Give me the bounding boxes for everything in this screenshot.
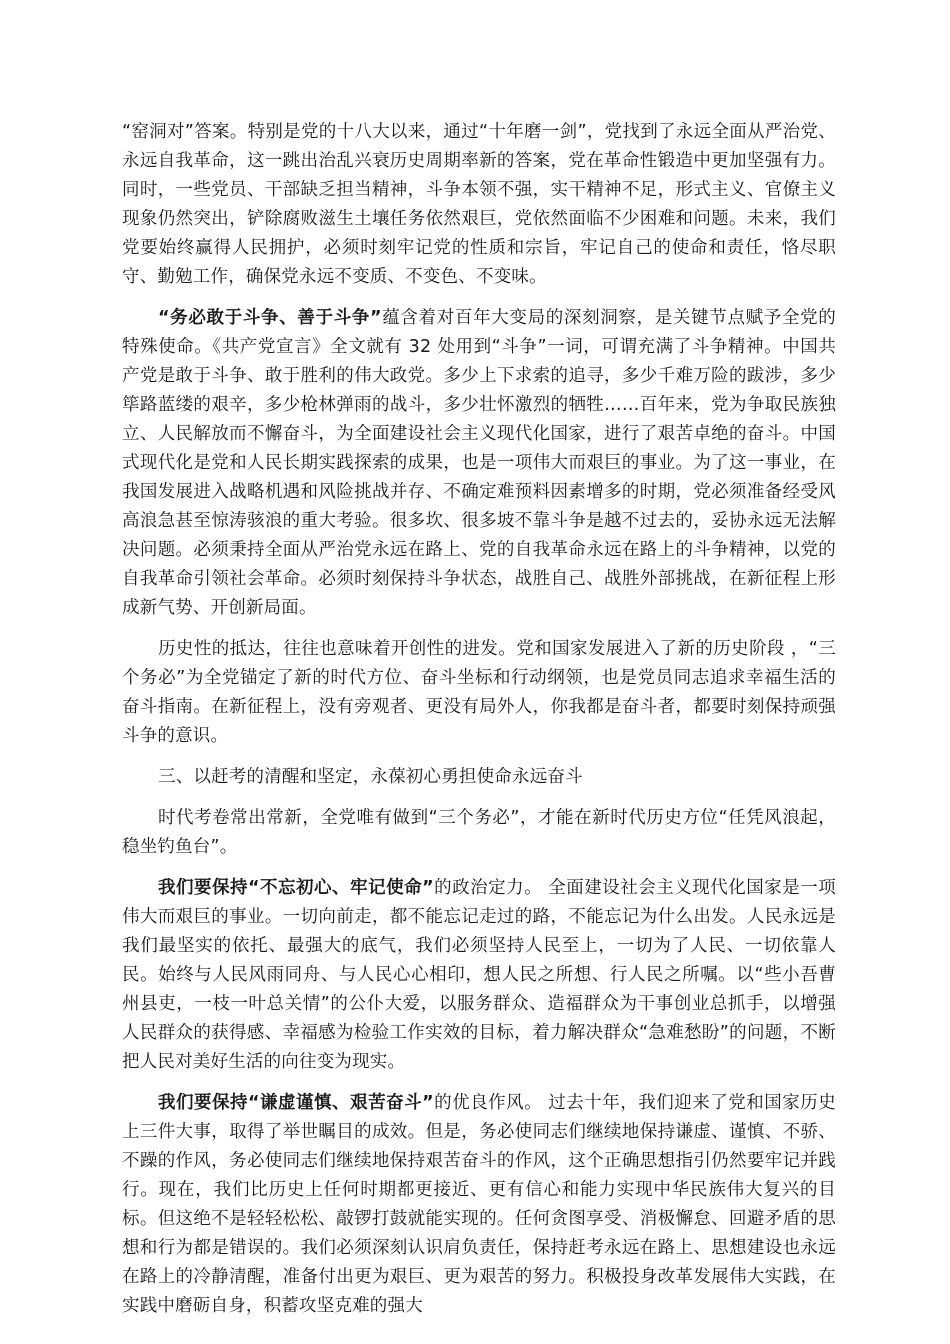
paragraph-5 [122,874,836,1077]
paragraph-2-lead: “务必敢于斗争、善于斗争” [158,308,382,328]
paragraph-6 [122,1089,836,1321]
paragraph-2 [122,304,836,623]
paragraph-5-lead: 我们要保持“不忘初心、牢记使命” [158,878,434,898]
paragraph-4 [122,804,836,862]
section-heading-3 [122,763,836,792]
document-page [122,118,836,1333]
paragraph-5-text: 的政治定力。 全面建设社会主义现代化国家是一项伟大而艰巨的事业。一切向前走，都不能忘记走过的路，不能忘记为什么出发。人民永远是我们最坚实的依托、最强大的底气，我们必须坚持人民至上，一切为了人民、一切依靠人民。始终与人民风雨同舟、与人民心心相印，想人民之所想、行人民之所嘱。以“些小吾曹州县吏，一枝一叶总关情”的公仆大爱，以服务群众、造福群众为干事创业总抓手，以增强人民群众的获得感、幸福感为检验工作实效的目标，着力解决群众“急难愁盼”的问题，不断把人民对美好生活的向往变为现实。 [122,878,836,1072]
paragraph-4-text: 时代考卷常出常新，全党唯有做到“三个务必”，才能在新时代历史方位“任凭风浪起，稳坐钓鱼台”。 [122,808,836,857]
paragraph-3-text: 历史性的抵达，往往也意味着开创性的进发。党和国家发展进入了新的历史阶段 ，“三个务必”为全党锚定了新的时代方位、奋斗坐标和行动纲领，也是党员同志追求幸福生活的奋斗指南。在新征程上，没有旁观者、更没有局外人，你我都是奋斗者，都要时刻保持顽强斗争的意识。 [122,639,836,746]
section-heading-3-text: 三、以赶考的清醒和坚定，永葆初心勇担使命永远奋斗 [158,767,583,787]
paragraph-2-text: 蕴含着对百年大变局的深刻洞察，是关键节点赋予全党的特殊使命。《共产党宣言》全文就有 32 处用到“斗争”一词，可谓充满了斗争精神。中国共产党是敢于斗争、敢于胜利的伟大政党。多少上下求索的追寻，多少千难万险的跋涉，多少筚路蓝缕的艰辛，多少枪林弹雨的战斗，多少壮怀激烈的牺牲……百年来，党为争取民族独立、人民解放而不懈奋斗，为全面建设社会主义现代化国家，进行了艰苦卓绝的奋斗。中国式现代化是党和人民长期实践探索的成果，也是一项伟大而艰巨的事业。为了这一事业，在我国发展进入战略机遇和风险挑战并存、不确定难预料因素增多的时期，党必须准备经受风高浪急甚至惊涛骇浪的重大考验。很多坎、很多坡不靠斗争是越不过去的，妥协永远无法解决问题。必须秉持全面从严治党永远在路上、党的自我革命永远在路上的斗争精神，以党的自我革命引领社会革命。必须时刻保持斗争状态，战胜自己、战胜外部挑战，在新征程上形成新气势、开创新局面。 [122,308,836,618]
paragraph-6-lead: 我们要保持“谦虚谨慎、艰苦奋斗” [158,1093,434,1113]
paragraph-1 [122,118,836,292]
paragraph-6-text: 的优良作风。 过去十年，我们迎来了党和国家历史上三件大事，取得了举世瞩目的成效。但是，务必使同志们继续地保持谦虚、谨慎、不骄、不躁的作风，务必使同志们继续地保持艰苦奋斗的作风，这个正确思想指引仍然要牢记并践行。现在，我们比历史上任何时期都更接近、更有信心和能力实现中华民族伟大复兴的目标。但这绝不是轻轻松松、敲锣打鼓就能实现的。任何贪图享受、消极懈怠、回避矛盾的思想和行为都是错误的。我们必须深刻认识肩负责任，保持赶考永远在路上、思想建设也永远在路上的冷静清醒，准备付出更为艰巨、更为艰苦的努力。积极投身改革发展伟大实践，在实践中磨砺自身，积蓄攻坚克难的强大 [122,1093,836,1316]
paragraph-1-text: “窑洞对”答案。特别是党的十八大以来，通过“十年磨一剑”，党找到了永远全面从严治党、永远自我革命，这一跳出治乱兴衰历史周期率新的答案，党在革命性锻造中更加坚强有力。同时，一些党员、干部缺乏担当精神，斗争本领不强，实干精神不足，形式主义、官僚主义现象仍然突出，铲除腐败滋生土壤任务依然艰巨，党依然面临不少困难和问题。未来，我们党要始终赢得人民拥护，必须时刻牢记党的性质和宗旨，牢记自己的使命和责任，恪尽职守、勤勉工作，确保党永远不变质、不变色、不变味。 [122,122,836,287]
paragraph-3 [122,635,836,751]
